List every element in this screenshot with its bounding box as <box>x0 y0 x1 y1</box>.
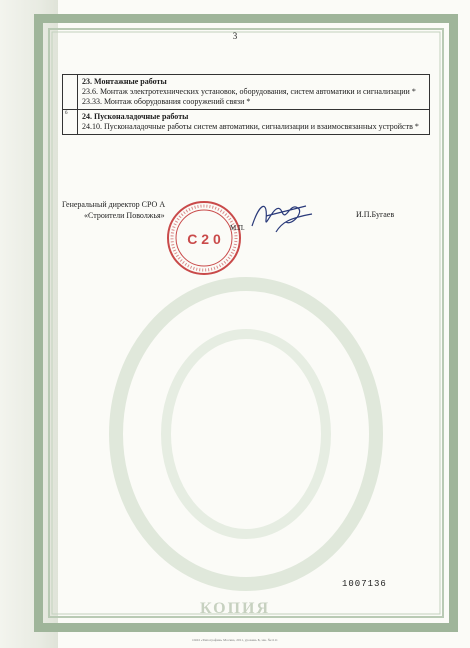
table-row <box>63 75 430 110</box>
works-table <box>62 74 430 135</box>
signatory-title-line1: Генеральный директор СРО А <box>62 200 166 209</box>
row-content <box>78 75 430 110</box>
work-item: 23.33. Монтаж оборудования сооружений связи * <box>82 97 251 106</box>
signatory-title-line2: «Строители Поволжья» <box>84 210 165 220</box>
page-number: 3 <box>232 31 238 41</box>
copy-watermark: КОПИЯ <box>199 600 271 617</box>
row-content <box>78 110 430 135</box>
stamp-emblem: С 2 0 <box>187 231 221 247</box>
section-heading: 24. Пусконаладочные работы <box>82 112 189 121</box>
round-stamp <box>166 200 242 276</box>
table-row <box>63 110 430 135</box>
section-heading: 23. Монтажные работы <box>82 77 167 86</box>
serial-number: 1007136 <box>342 579 387 589</box>
row-number <box>63 75 78 110</box>
work-item: 24.10. Пусконаладочные работы систем автоматики, сигнализации и взаимосвязанных устройств * <box>82 122 419 131</box>
printer-footer: ООО «Типография» Москва, 2011, уровень Б, зак. №1111 <box>192 638 278 642</box>
work-item: 23.6. Монтаж электротехнических установок, оборудования, систем автоматики и сигнализации * <box>82 87 416 96</box>
signatory-title <box>62 200 165 222</box>
row-number: 6 <box>63 110 78 135</box>
signatory-name: И.П.Бугаев <box>356 210 395 219</box>
handwritten-signature <box>246 192 316 238</box>
stamp-place-label: М.П. <box>230 224 245 232</box>
